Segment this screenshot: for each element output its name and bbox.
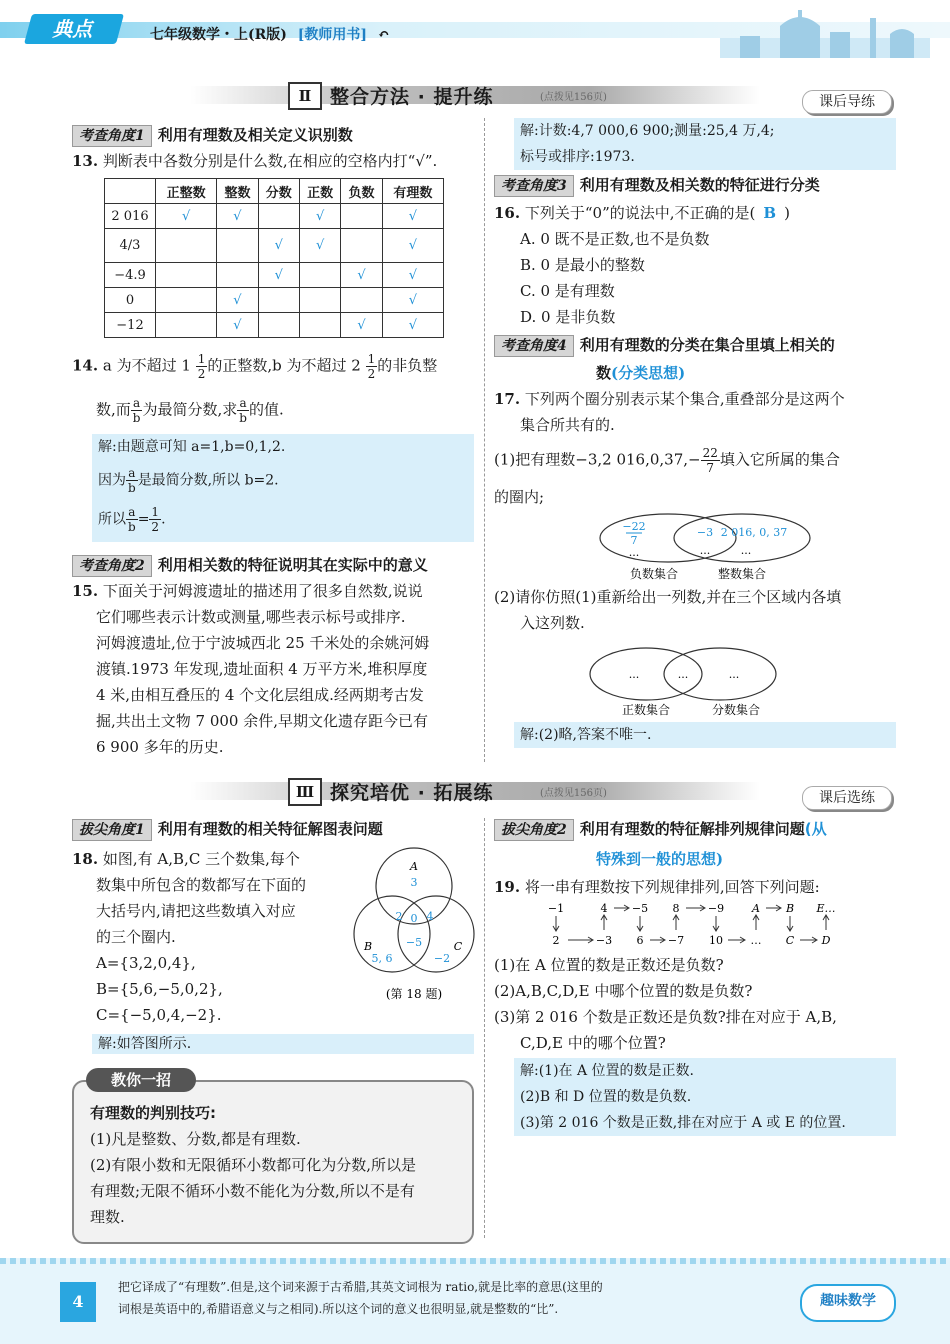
figure-caption: (第 18 题) [385, 987, 443, 1001]
venn-diagram-1 [596, 510, 816, 582]
svg-text:3: 3 [410, 876, 418, 889]
svg-text:−9: −9 [707, 902, 725, 915]
svg-text:...: ... [699, 544, 711, 557]
q16-answer: B [763, 204, 777, 222]
q17-p2-cont: 入这列数. [520, 614, 585, 632]
section-3-number: Ⅲ [288, 778, 322, 806]
venn-diagram-2 [588, 644, 778, 720]
svg-text:−5: −5 [631, 902, 649, 915]
svg-text:2: 2 [552, 934, 560, 947]
q14-answer: 解:由题意可知 a=1,b=0,1,2. 因为 $\frac{a}{b}$ 是最简分数,所以 b=2. 所以 $\frac{a}{b}$ = $\frac{1}{2}$ . [92, 434, 474, 542]
angle-4-cont: 数(分类思想) [596, 364, 686, 382]
svg-text:…: … [750, 934, 762, 947]
svg-text:−7: −7 [667, 934, 685, 947]
svg-text:−1: −1 [547, 902, 565, 915]
svg-text:−3: −3 [595, 934, 613, 947]
svg-text:6: 6 [636, 934, 644, 947]
fraction: $\frac{1}{2}$ [367, 352, 376, 381]
svg-text:...: ... [628, 546, 640, 559]
angle-1-text: 利用有理数及相关定义识别数 [157, 126, 353, 144]
section-3-ref: (点拨见156页) [540, 788, 607, 799]
column-divider [484, 118, 485, 762]
extra-angle-1: 拔尖角度1 利用有理数的相关特征解图表问题 [72, 818, 383, 840]
svg-text:...: ... [728, 668, 740, 681]
venn1-label-integer: 整数集合 [717, 567, 767, 581]
svg-text:10: 10 [709, 934, 723, 947]
extra-angle-2: 拔尖角度2 利用有理数的特征解排列规律问题(从 [494, 818, 827, 840]
venn1-right-value: 2 016, 0, 37 [720, 526, 788, 539]
tip-content: 有理数的判别技巧: (1)凡是整数、分数,都是有理数. (2)有限小数和无限循环小数都可化为分数,所以是 有理数;无限不循环小数不能化为分数,所以不是有 理数. [90, 1104, 417, 1226]
page-header [0, 0, 950, 58]
brand-logo: 典点 [24, 14, 124, 44]
svg-text:B: B [363, 940, 373, 953]
table-header-row: 正整数 整数 分数 正数 负数 有理数 [105, 179, 444, 204]
q17-p1: (1)把有理数−3,2 016,0,37,− $\frac{22}{7}$ 填入它所属的集合 [494, 446, 840, 475]
svg-text:B: B [785, 902, 795, 915]
header-grade: 七年级数学・上(R版) [150, 27, 287, 43]
svg-text:D: D [821, 934, 831, 947]
angle-1-label: 考查角度1 [72, 125, 152, 147]
svg-text:4: 4 [426, 910, 434, 923]
option: D. 0 是非负数 [520, 308, 616, 326]
table-row: −12 √ √ √ [105, 313, 444, 338]
svg-text:A: A [410, 860, 418, 873]
section-2-tag: 课后导练 [802, 90, 892, 114]
section-2-ref: (点拨见156页) [540, 92, 607, 103]
q14-line2: 数,而 $\frac{a}{b}$ 为最简分数,求 $\frac{a}{b}$ 的值. [96, 396, 284, 425]
svg-text:...: ... [628, 668, 640, 681]
q19-questions: (1)在 A 位置的数是正数还是负数? (2)A,B,C,D,E 中哪个位置的数是负数? (3)第 2 016 个数是正数还是负数?排在对应于 A,B, C,D,E 中的哪个位置? [494, 956, 837, 1052]
table-row: 4/3 √ √ √ [105, 229, 444, 263]
svg-text:2: 2 [395, 910, 403, 923]
extra-angle-2-cont: 特殊到一般的思想) [596, 850, 724, 868]
column-divider [484, 818, 485, 1238]
q18-answer: 解:如答图所示. [92, 1034, 474, 1054]
q14-line1: 14. a 为不超过 1 $\frac{1}{2}$ 的正整数,b 为不超过 2 $\frac{1}{2}$ 的非负整 [72, 352, 438, 381]
venn1-mid-value: −3 [696, 526, 714, 539]
svg-text:5, 6: 5, 6 [371, 952, 393, 965]
skyline-icon [720, 8, 930, 58]
q17-p2: (2)请你仿照(1)重新给出一列数,并在三个区域内各填 [494, 588, 842, 606]
footer-wave [0, 1258, 950, 1264]
svg-text:4: 4 [600, 902, 608, 915]
fraction: $\frac{a}{b}$ [132, 396, 141, 425]
fun-math-badge: 趣味数学 [800, 1284, 896, 1322]
option: B. 0 是最小的整数 [520, 256, 645, 274]
section-3-bar [190, 778, 760, 804]
venn2-label-fraction: 分数集合 [711, 703, 761, 717]
venn-diagram-3 [348, 846, 478, 1004]
svg-text:0: 0 [410, 912, 418, 925]
svg-text:C: C [785, 934, 795, 947]
angle-1 [72, 124, 353, 146]
section-2-bar [190, 82, 760, 108]
sequence-pattern [540, 900, 840, 950]
fraction: $\frac{a}{b}$ [239, 396, 247, 425]
svg-text:−5: −5 [405, 936, 423, 949]
q13-stem: 13. 判断表中各数分别是什么数,在相应的空格内打“√”. [72, 152, 438, 170]
svg-text:−2: −2 [433, 952, 451, 965]
option: A. 0 既不是正数,也不是负数 [520, 230, 710, 248]
venn1-label-negative: 负数集合 [629, 567, 679, 581]
q17: 17. 下列两个圈分别表示某个集合,重叠部分是这两个 集合所共有的. [494, 390, 845, 434]
angle-4: 考查角度4 利用有理数的分类在集合里填上相关的 [494, 334, 835, 356]
angle-3: 考查角度3 利用有理数及相关数的特征进行分类 [494, 174, 820, 196]
q16: 16. 下列关于“0”的说法中,不正确的是( B ) A. 0 既不是正数,也不是负数 B. 0 是最小的整数 C. 0 是有理数 D. 0 是非负数 [494, 200, 790, 330]
footer-text: 把它译成了“有理数”.但是,这个词来源于古希腊,其英文词根为 ratio,就是比率的意思(这里的 词根是英语中的,希腊语意义与之相同).所以这个词的意义也很明显,就是整数的“比”. [118, 1280, 603, 1316]
q17-answer: 解:(2)略,答案不唯一. [514, 722, 896, 748]
header-title [150, 24, 396, 44]
svg-text:8: 8 [672, 902, 680, 915]
table-row: 2 016 √ √ √ √ [105, 204, 444, 229]
q17-p1-cont: 的圈内; [494, 488, 545, 506]
q19-stem: 19. 将一串有理数按下列规律排列,回答下列问题: [494, 878, 820, 896]
section-2-title: 整合方法 · 提升练 [330, 86, 494, 108]
return-icon: ↶ [377, 27, 390, 43]
svg-text:7: 7 [630, 534, 638, 547]
section-2-number: Ⅱ [288, 82, 322, 110]
svg-text:E…: E… [816, 902, 836, 915]
venn2-label-positive: 正数集合 [621, 703, 671, 717]
page-number: 4 [60, 1282, 96, 1322]
svg-text:A: A [752, 902, 760, 915]
q15-answer: 解:计数:4,7 000,6 900;测量:25,4 万,4; 标号或排序:1973. [514, 118, 896, 170]
angle-2: 考查角度2 利用相关数的特征说明其在实际中的意义 [72, 554, 428, 576]
q15: 15. 下面关于河姆渡遗址的描述用了很多自然数,说说 它们哪些表示计数或测量,哪些表示标号或排序. 河姆渡遗址,位于宁波城西北 25 千米处的余姚河姆 渡镇.1973 年发现,遗址面积 4 万平方米,堆积厚度 4 米,由相互叠压的 4 个文化层组成.经两期考古发 掘,共出土文物 7 000 余件,早期文化遗存距今已有 6 900 多年的历史. [72, 582, 430, 756]
q13-table [104, 178, 444, 338]
svg-text:...: ... [740, 544, 752, 557]
header-subtitle: [教师用书] [297, 27, 368, 43]
section-3-title: 探究培优 · 拓展练 [330, 782, 494, 804]
q18: 18. 如图,有 A,B,C 三个数集,每个 数集中所包含的数都写在下面的 大括号内,请把这些数填入对应 的三个圈内. A={3,2,0,4}, B={5,6,−5,0,2}, C={−5,0,4,−2}. [72, 850, 307, 1024]
venn1-left-value: −22 [622, 520, 646, 533]
svg-text:...: ... [677, 668, 689, 681]
section-3-tag: 课后选练 [802, 786, 892, 810]
q19-answer: 解:(1)在 A 位置的数是正数. (2)B 和 D 位置的数是负数. (3)第 2 016 个数是正数,排在对应于 A 或 E 的位置. [514, 1058, 896, 1136]
svg-text:C: C [453, 940, 463, 953]
fraction: $\frac{1}{2}$ [197, 352, 206, 381]
table-row: −4.9 √ √ √ [105, 263, 444, 288]
tip-title: 教你一招 [86, 1068, 196, 1092]
option: C. 0 是有理数 [520, 282, 615, 300]
table-row: 0 √ √ [105, 288, 444, 313]
